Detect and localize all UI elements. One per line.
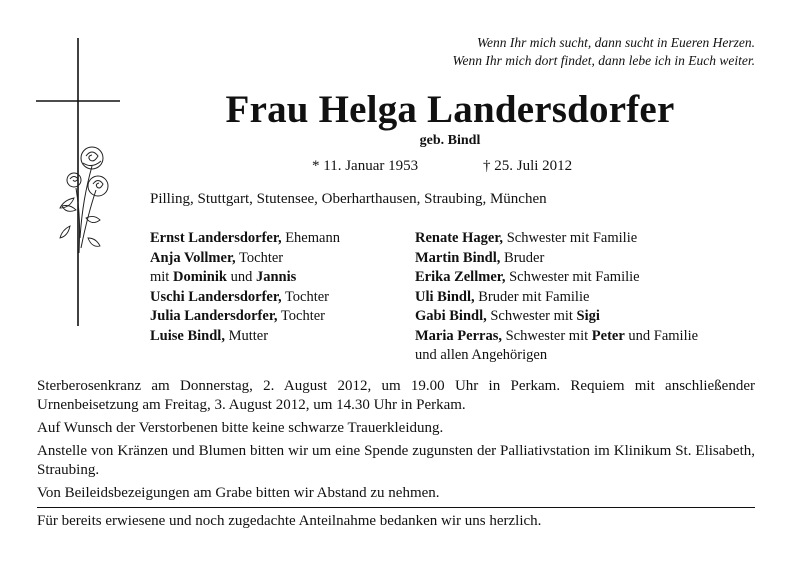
list-item: Renate Hager, Schwester mit Familie xyxy=(415,230,638,246)
list-item: Luise Bindl, Mutter xyxy=(150,327,269,344)
clothing-paragraph: Auf Wunsch der Verstorbenen bitte keine schwarze Trauerkleidung. xyxy=(37,420,444,436)
list-item: mit Dominik und Jannis xyxy=(150,269,297,285)
list-item: Uli Bindl, Bruder mit Familie xyxy=(415,288,590,305)
thanks-line: Für bereits erwiesene und noch zugedachte Anteilnahme bedanken wir uns herzlich. xyxy=(37,513,542,529)
service-paragraph: Sterberosenkranz am Donnerstag, 2. August 2012, um 19.00 Uhr in Perkam. Requiem mit anschließender Urnenbeisetzung am Freitag, 3. August 2012, um 14.30 Uhr in Perkam. xyxy=(37,378,755,413)
cross-with-roses-icon xyxy=(36,38,126,328)
quote-line-2: Wenn Ihr mich dort findet, dann lebe ich in Euch weiter. xyxy=(452,53,755,68)
list-item: Erika Zellmer, Schwester mit Familie xyxy=(415,269,640,285)
donation-paragraph: Anstelle von Kränzen und Blumen bitten wir um eine Spende zugunsten der Palliativstation im Klinikum St. Elisabeth, Straubing. xyxy=(37,443,755,478)
places-line: Pilling, Stuttgart, Stutensee, Oberharthausen, Straubing, München xyxy=(150,191,547,207)
list-item: und allen Angehörigen xyxy=(415,347,548,363)
list-item: Ernst Landersdorfer, Ehemann xyxy=(150,230,340,246)
deceased-name: Frau Helga Landersdorfer xyxy=(225,88,675,131)
list-item: Anja Vollmer, Tochter xyxy=(150,249,284,266)
list-item: Maria Perras, Schwester mit Peter und Familie xyxy=(415,327,699,344)
birth-name: geb. Bindl xyxy=(419,133,481,148)
quote-line-1: Wenn Ihr mich sucht, dann sucht in Eueren Herzen. xyxy=(477,35,755,50)
condolence-paragraph: Von Beileidsbezeigungen am Grabe bitten wir Abstand zu nehmen. xyxy=(37,485,440,501)
list-item: Gabi Bindl, Schwester mit Sigi xyxy=(415,308,600,324)
list-item: Uschi Landersdorfer, Tochter xyxy=(150,288,330,305)
birth-date: * 11. Januar 1953 xyxy=(312,158,419,174)
divider xyxy=(37,507,755,508)
list-item: Julia Landersdorfer, Tochter xyxy=(150,308,325,324)
list-item: Martin Bindl, Bruder xyxy=(415,249,545,266)
death-date: † 25. Juli 2012 xyxy=(483,158,573,174)
mourners-right-list xyxy=(415,229,760,366)
mourners-left-list xyxy=(150,229,410,346)
